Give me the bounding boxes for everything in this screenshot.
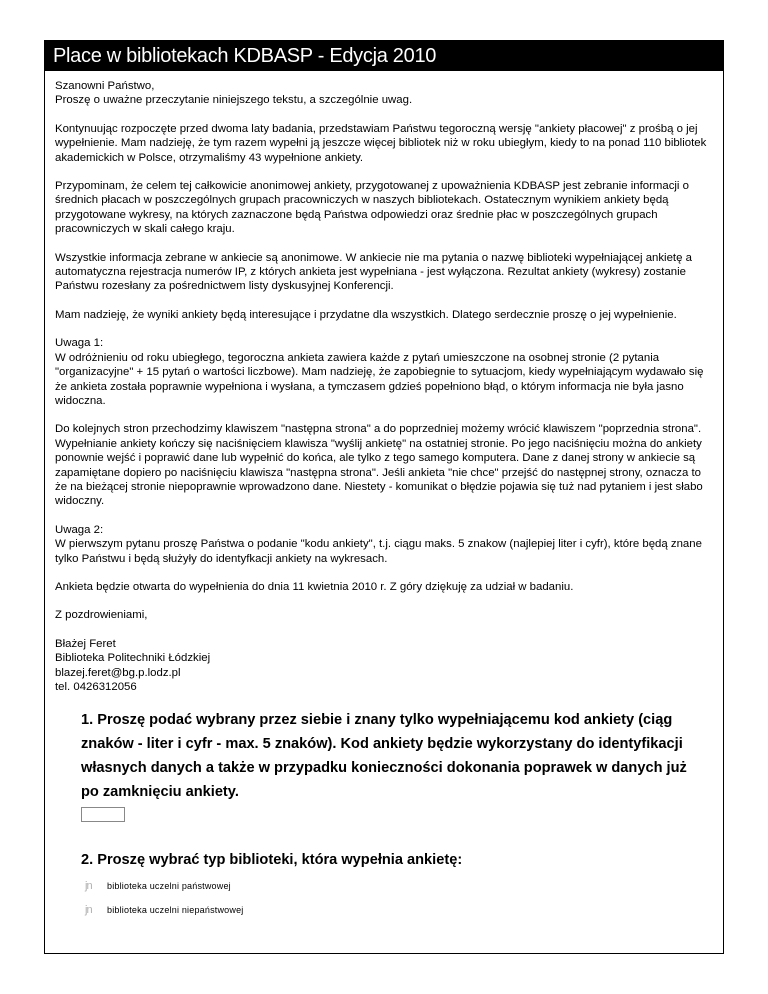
intro-greeting-block (55, 79, 713, 108)
radio-button-icon[interactable]: jn (85, 880, 92, 893)
question-1 (81, 708, 703, 822)
question-1-title: 1. Proszę podać wybrany przez siebie i znany tylko wypełniającemu kod ankiety (ciąg znaków - liter i cyfr - max. 5 znaków). Kod ankiety będzie wykorzystany do identyfikacji własnych danych a także w przypadku konieczności dokonania poprawek w danych już po zamknięciu ankiety. (81, 712, 687, 801)
option-label: biblioteka uczelni niepaństwowej (107, 905, 244, 916)
note-1-title: Uwaga 1: (55, 337, 104, 350)
note-2-text: W pierwszym pytanu proszę Państwa o podanie "kodu ankiety", t.j. ciągu maks. 5 znakow (najlepiej liter i cyfr), które będą znane tylko Państwu i będą służyły do identyfkacji ankiety na wykresach. (55, 538, 702, 565)
radio-button-icon[interactable]: jn (85, 904, 92, 917)
survey-frame (44, 40, 724, 954)
paragraph-3: Wszystkie informacja zebrane w ankiecie są anonimowe. W ankiecie nie ma pytania o nazwę biblioteki wypełniającej ankietę a automatyczna rejestracja numerów IP, z których ankieta jest wypełniana - jest wyłączona. Rezultat ankiety (wykresy) zostanie Państwu rozesłany za pośrednictwem listy dyskusyjnej Konferencji. (55, 251, 692, 293)
note-1 (55, 336, 713, 408)
paragraph-6: Ankieta będzie otwarta do wypełnienia do dnia 11 kwietnia 2010 r. Z góry dziękuję za udział w badaniu. (55, 580, 574, 593)
signature-email: blazej.feret@bg.p.lodz.pl (55, 666, 181, 679)
option-private-university[interactable] (85, 900, 703, 920)
survey-code-input[interactable] (81, 807, 125, 822)
paragraph-4: Mam nadzieję, że wyniki ankiety będą interesujące i przydatne dla wszystkich. Dlatego serdecznie proszę o jej wypełnienie. (55, 308, 677, 321)
paragraph-1: Kontynuując rozpoczęte przed dwoma laty badania, przedstawiam Państwu tegoroczną wersję "ankiety płacowej" z prośbą o jej wypełnienie. Mam nadzieję, że tym razem wypełni ją jeszcze więcej bibliotek niż w roku ubiegłym, kiedy to na ponad 110 bibliotek akademickich w Polsce, otrzymaliśmy 43 wypełnione ankiety. (55, 122, 707, 164)
page-title: Place w bibliotekach KDBASP - Edycja 2010 (45, 41, 723, 71)
intro-text (45, 71, 723, 694)
paragraph-2: Przypominam, że celem tej całkowicie anonimowej ankiety, przygotowanej z upoważnienia KDBASP jest zebranie informacji o średnich płacach w poszczególnych grupach pracowniczych w naszych bibliotekach. Ostatecznym wynikiem ankiety będą przygotowane wykresy, na których zaznaczone będą Państwa odpowiedzi oraz średnie płac w poszczególnych grupach pracowniczych w skali całego kraju. (55, 180, 689, 236)
signature (55, 637, 713, 695)
greeting: Szanowni Państwo, (55, 80, 155, 92)
signature-org: Biblioteka Politechniki Łódzkiej (55, 652, 211, 665)
note-1-text: W odróżnieniu od roku ubiegłego, tegoroczna ankieta zawiera każde z pytań umieszczone na osobnej stronie (2 pytania "organizacyjne" + 15 pytań o wartości liczbowe). Mam nadzieję, że zapobiegnie to sytuacjom, kiedy wypełniającym wydawało się że ankieta została poprawnie wypełniona i wysłana, a tymczasem gdzieś popełniono błąd, o którym informacja nie była jasno widoczna. (55, 351, 704, 407)
question-2-title: 2. Proszę wybrać typ biblioteki, która wypełnia ankietę: (81, 852, 463, 869)
signature-name: Błażej Feret (55, 637, 116, 650)
request-text: Proszę o uważne przeczytanie niniejszego tekstu, a szczególnie uwag. (55, 94, 413, 107)
question-2 (81, 848, 703, 920)
option-label: biblioteka uczelni państwowej (107, 881, 231, 892)
signature-phone: tel. 0426312056 (55, 681, 137, 693)
paragraph-5: Do kolejnych stron przechodzimy klawiszem "następna strona" a do poprzedniej możemy wrócić klawiszem "poprzednia strona". Wypełnianie ankiety kończy się naciśnięciem klawisza "wyślij ankietę" na ostatniej stronie. Po jego naciśnięciu można do ankiety ponownie wejść i poprawić dane lub wypełnić do końca, ale tylko z tego samego komputera. Dane z danej strony w ankiecie są zapamiętane dopiero po naciśnięciu klawisza "następna strona". Jeśli ankieta "nie chce" przejść do następnej strony, oznacza to że na bieżącej stronie niepoprawnie wprowadzono dane. Niestety - komunikat o błędzie pojawia się tuż nad pytaniem i jest słabo widoczny. (55, 423, 703, 508)
note-2-title: Uwaga 2: (55, 523, 104, 536)
option-public-university[interactable] (85, 876, 703, 896)
closing: Z pozdrowieniami, (55, 609, 148, 622)
note-2 (55, 523, 713, 566)
